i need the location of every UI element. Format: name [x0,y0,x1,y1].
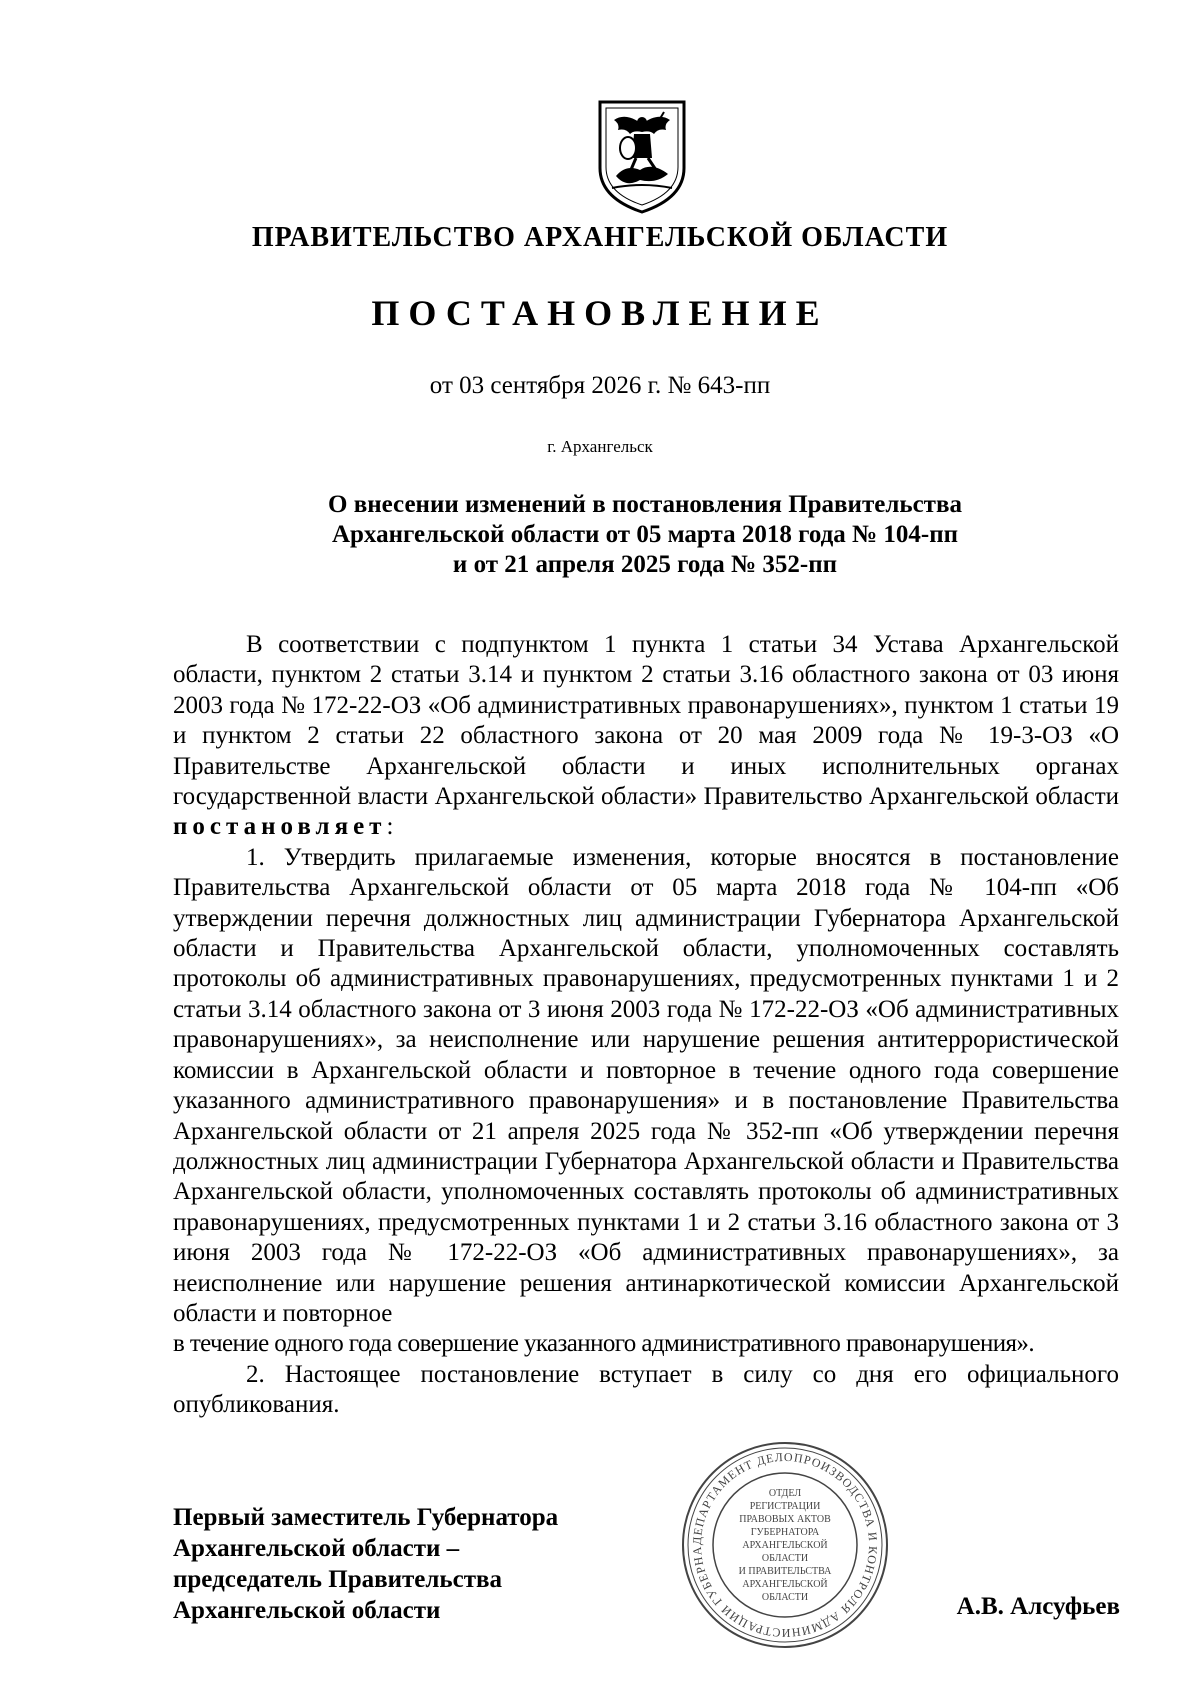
seal-line: ГУБЕРНАТОРА [750,1527,820,1538]
clause-2: 2. Настоящее постановление вступает в силу со дня его официального опубликования. [173,1360,1119,1419]
coat-of-arms-icon [596,98,688,216]
position-line: Первый заместитель Губернатора [173,1504,559,1531]
position-line: Архангельской области [173,1597,441,1624]
title-line: и от 21 апреля 2025 года № 352-пп [452,551,838,578]
preamble-paragraph [173,630,1119,843]
official-seal [680,1440,890,1650]
seal-line: РЕГИСТРАЦИИ [749,1501,821,1512]
resolves-word: постановляет [173,813,387,841]
position-line: председатель Правительства [173,1566,503,1593]
seal-line: ОБЛАСТИ [761,1553,809,1564]
title-line: О внесении изменений в постановления Правительства [328,491,962,518]
document-title [170,490,1120,580]
seal-line: ОБЛАСТИ [761,1592,809,1603]
government-name: ПРАВИТЕЛЬСТВО АРХАНГЕЛЬСКОЙ ОБЛАСТИ [251,222,949,253]
resolves-colon: : [386,813,394,841]
seal-line: ОТДЕЛ [768,1488,802,1499]
clause-1: 1. Утвердить прилагаемые изменения, которые вносятся в постановление Правительства Архангельской области от 05 марта 2018 года № 104-пп «Об утверждении перечня должностных лиц администрации Губернатора Архангельской области и Правительства Архангельской области, уполномоченных составлять протоколы об административных правонарушениях, предусмотренных пунктами 1 и 2 статьи 3.14 областного закона от 3 июня 2003 года № 172-22-ОЗ «Об административных правонарушениях», за неисполнение или нарушение решения антитеррористической комиссии в Архангельской области и повторное в течение одного года совершение указанного административного правонарушения» и в постановление Правительства Архангельской области от 21 апреля 2025 года № 352-пп «Об утверждении перечня должностных лиц администрации Губернатора Архангельской области и Правительства Архангельской области, уполномоченных составлять протоколы об административных правонарушениях, предусмотренных пунктами 1 и 2 статьи 3.16 областного закона от 3 июня 2003 года № 172-22-ОЗ «Об административных правонарушениях», за неисполнение или нарушение решения антинаркотической комиссии Архангельской области и повторное [173,843,1119,1327]
seal-line: АРХАНГЕЛЬСКОЙ [742,1579,828,1590]
seal-line: АРХАНГЕЛЬСКОЙ [742,1540,828,1551]
seal-ring-text: ДЕПАРТАМЕНТ ДЕЛОПРОИЗВОДСТВА И КОНТРОЛЯ АДМИНИСТРАЦИИ ГУБЕРНА [689,1449,881,1641]
document-body [173,630,1119,1421]
city: г. Архангельск [547,437,653,456]
date-and-number: от 03 сентября 2026 г. № 643-пп [429,372,771,399]
seal-line: И ПРАВИТЕЛЬСТВА [738,1566,832,1577]
clause-1-last-line: в течение одного года совершение указанного административного правонарушения». [173,1330,1034,1358]
signatory-name: А.В. Алсуфьев [956,1593,1120,1620]
preamble-text: В соответствии с подпунктом 1 пункта 1 статьи 34 Устава Архангельской области, пунктом 2 статьи 3.14 и пунктом 2 статьи 3.16 областного закона от 03 июня 2003 года № 172-22-ОЗ «Об административных правонарушениях», пунктом 1 статьи 19 и пунктом 2 статьи 22 областного закона от 20 мая 2009 года № 19-3-ОЗ «О Правительстве Архангельской области и иных исполнительных органах государственной власти Архангельской области» Правительство Архангельской области [173,631,1119,811]
seal-line: ПРАВОВЫХ АКТОВ [739,1514,831,1525]
document-type: ПОСТАНОВЛЕНИЕ [371,293,829,333]
signatory-position [173,1502,558,1626]
title-line: Архангельской области от 05 марта 2018 года № 104-пп [331,521,959,548]
position-line: Архангельской области – [173,1535,460,1562]
